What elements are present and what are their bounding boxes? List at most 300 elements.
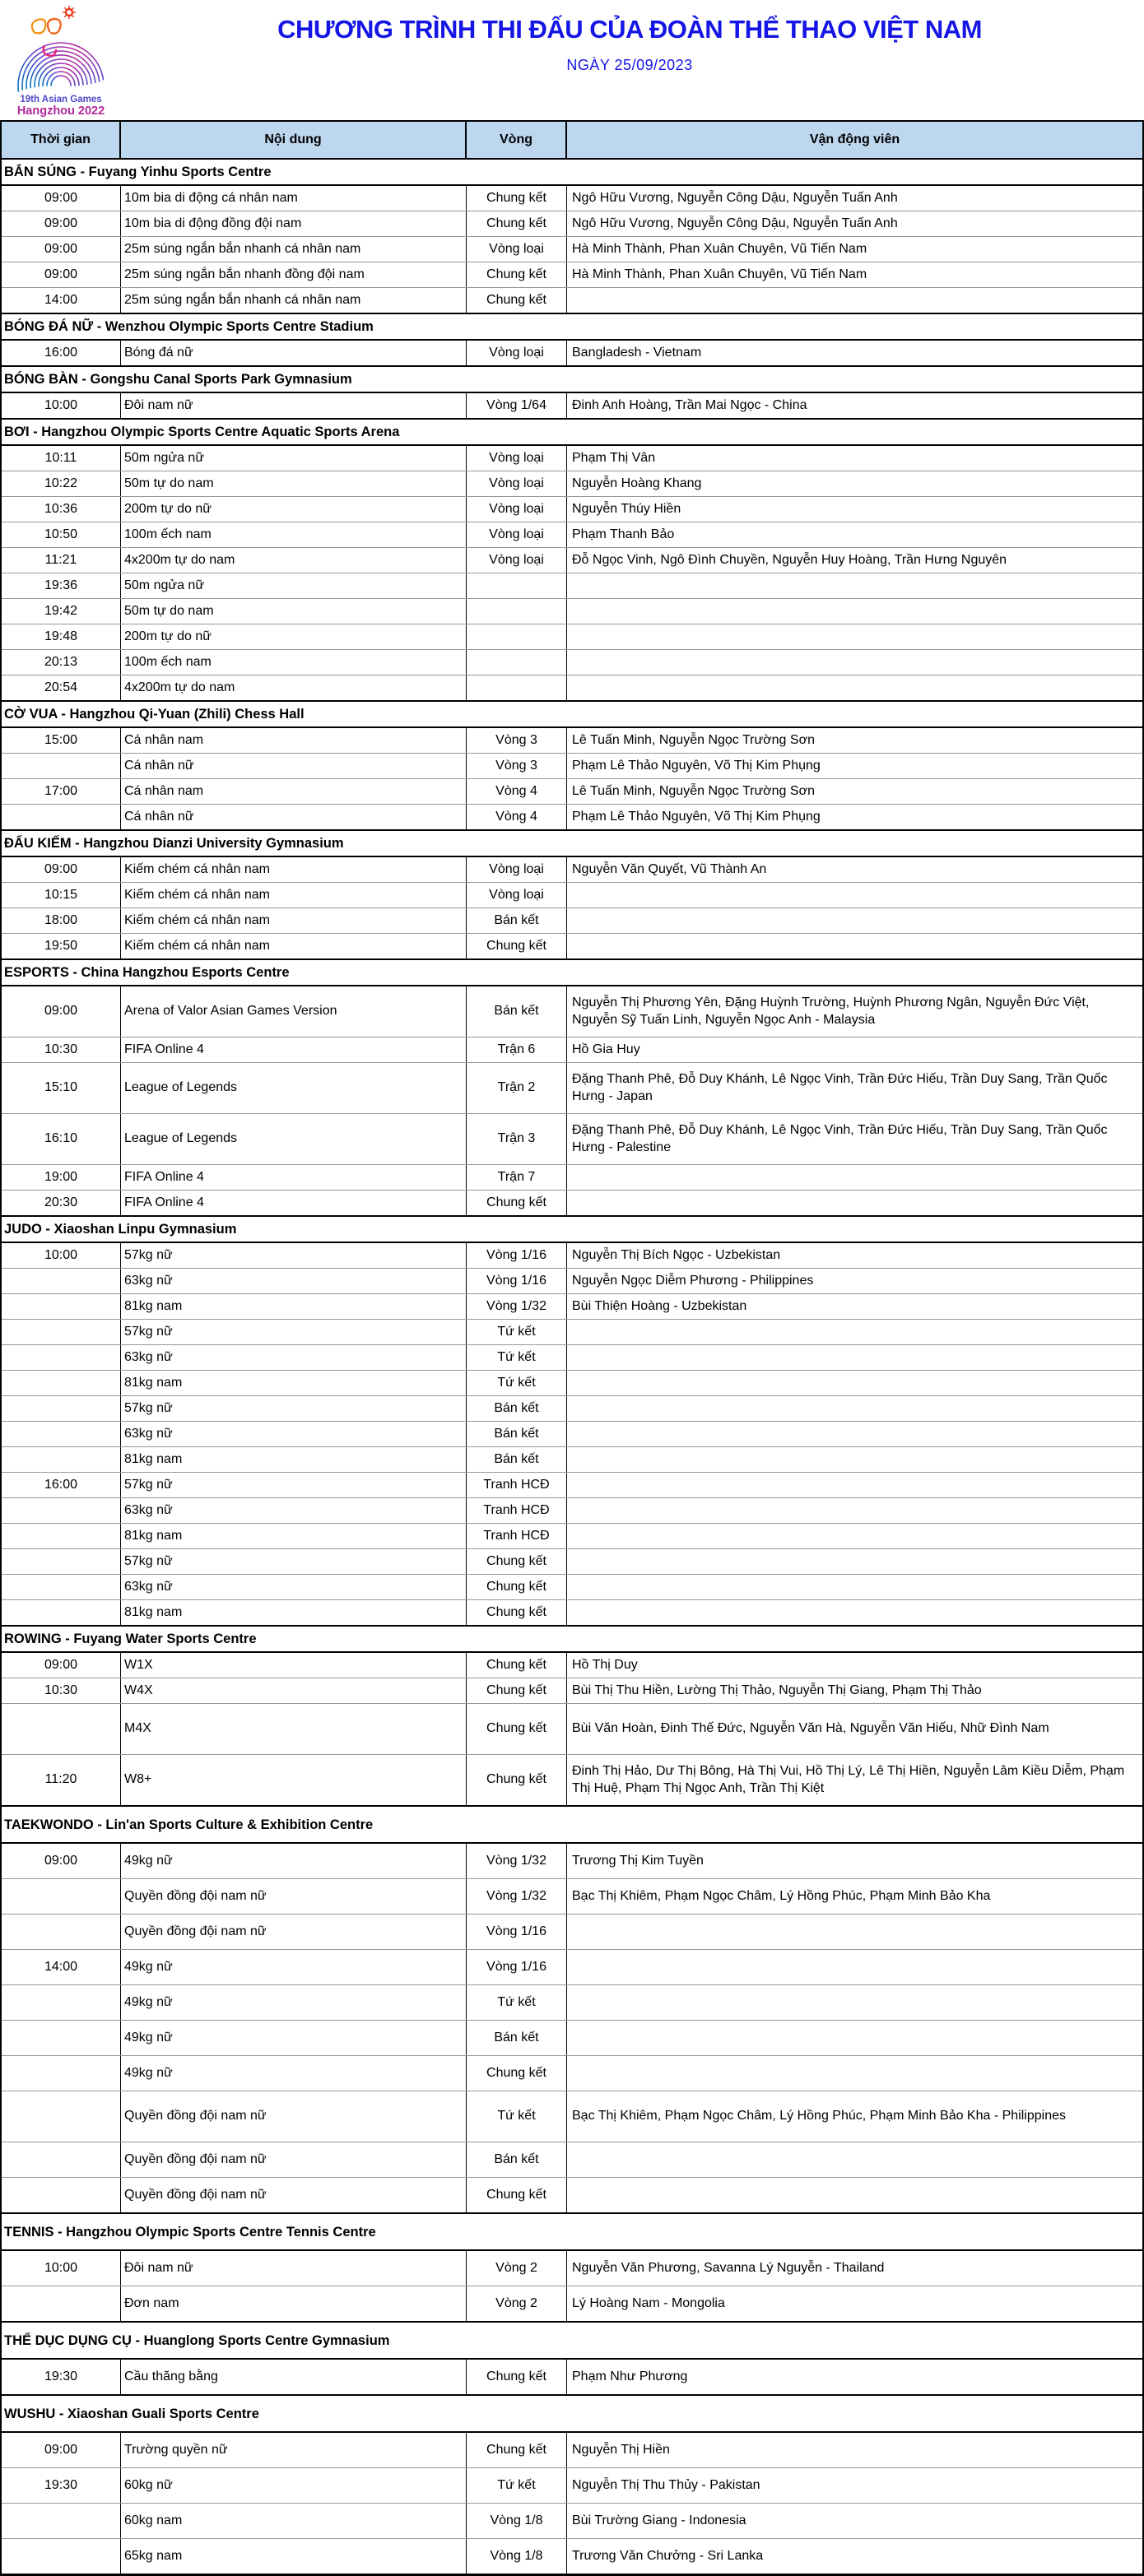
table-body xyxy=(2,160,1142,2574)
table-row xyxy=(2,393,1142,418)
section xyxy=(2,2321,1142,2394)
cell-round: Vòng loại xyxy=(467,548,567,573)
cell-athletes: Hồ Thị Duy xyxy=(572,1657,638,1672)
section-title: ESPORTS - China Hangzhou Esports Centre xyxy=(2,960,1142,986)
table-row xyxy=(2,933,1142,958)
cell-round: Vòng loại xyxy=(467,471,567,496)
logo-text-line2: Hangzhou 2022 xyxy=(16,104,105,118)
cell-time xyxy=(2,1704,121,1754)
cell-round: Chung kết xyxy=(467,262,567,287)
cell-time xyxy=(2,1294,121,1319)
cell-time: 20:13 xyxy=(2,650,121,675)
section-title: CỜ VUA - Hangzhou Qi-Yuan (Zhili) Chess Hall xyxy=(2,702,1142,728)
table-row xyxy=(2,1268,1142,1293)
cell-time xyxy=(2,805,121,829)
cell-round: Vòng 3 xyxy=(467,754,567,778)
cell-time xyxy=(2,1985,121,2020)
cell-event: 57kg nữ xyxy=(121,1549,467,1574)
cell-round: Tứ kết xyxy=(467,2468,567,2503)
cell-athletes xyxy=(567,1915,1142,1949)
cell-event: 63kg nữ xyxy=(121,1269,467,1293)
cell-athletes xyxy=(567,1524,1142,1548)
cell-athletes xyxy=(567,1950,1142,1984)
cell-event: W1X xyxy=(121,1653,467,1678)
cell-athletes xyxy=(567,2142,1142,2177)
cell-time: 19:50 xyxy=(2,934,121,958)
cell-athletes xyxy=(567,1575,1142,1599)
cell-athletes: Nguyễn Thị Bích Ngọc - Uzbekistan xyxy=(572,1247,781,1262)
cell-athletes xyxy=(567,2056,1142,2091)
cell-athletes xyxy=(567,1191,1142,1215)
cell-round: Tranh HCĐ xyxy=(467,1473,567,1497)
cell-event: 50m tự do nam xyxy=(121,599,467,624)
table-row xyxy=(2,1574,1142,1599)
column-header-round: Vòng xyxy=(467,122,567,158)
cell-event: 60kg nam xyxy=(121,2504,467,2538)
cell-event: W4X xyxy=(121,1678,467,1703)
cell-time: 10:00 xyxy=(2,1243,121,1268)
cell-athletes: Bùi Trường Giang - Indonesia xyxy=(572,2513,746,2527)
cell-event: 200m tự do nữ xyxy=(121,624,467,649)
section-title: BẮN SÚNG - Fuyang Yinhu Sports Centre xyxy=(2,160,1142,186)
cell-round: Chung kết xyxy=(467,1755,567,1805)
cell-athletes xyxy=(567,1600,1142,1625)
cell-athletes xyxy=(567,883,1142,907)
cell-round: Trận 2 xyxy=(467,1063,567,1113)
cell-athletes: Đinh Anh Hoàng, Trần Mai Ngọc - China xyxy=(572,397,807,412)
cell-event: 50m ngửa nữ xyxy=(121,446,467,471)
cell-round: Trận 6 xyxy=(467,1037,567,1062)
sun-icon xyxy=(63,6,76,19)
cell-time xyxy=(2,1396,121,1421)
table-row xyxy=(2,598,1142,624)
section-title: THỂ DỤC DỤNG CỤ - Huanglong Sports Centre Gymnasium xyxy=(2,2323,1142,2360)
cell-round: Vòng 2 xyxy=(467,2251,567,2286)
cell-event: FIFA Online 4 xyxy=(121,1191,467,1215)
cell-athletes xyxy=(567,2178,1142,2212)
cell-time: 15:10 xyxy=(2,1063,121,1113)
page-title: CHƯƠNG TRÌNH THI ĐẤU CỦA ĐOÀN THỂ THAO VIỆT NAM xyxy=(277,15,982,44)
cell-round: Bán kết xyxy=(467,2021,567,2055)
section-title: JUDO - Xiaoshan Linpu Gymnasium xyxy=(2,1217,1142,1243)
cell-athletes: Bangladesh - Vietnam xyxy=(572,345,702,360)
table-row xyxy=(2,573,1142,598)
cell-event: Kiếm chém cá nhân nam xyxy=(121,883,467,907)
cell-event: Quyền đồng đội nam nữ xyxy=(121,1915,467,1949)
cell-athletes: Đặng Thanh Phê, Đỗ Duy Khánh, Lê Ngọc Vinh, Trần Đức Hiếu, Trần Duy Sang, Trần Quốc Hưng - Palestine xyxy=(572,1122,1108,1154)
table-row xyxy=(2,262,1142,287)
cell-round: Chung kết xyxy=(467,2178,567,2212)
section xyxy=(2,160,1142,313)
table-row xyxy=(2,1844,1142,1878)
table-row xyxy=(2,522,1142,547)
cell-event: 10m bia di động đồng đội nam xyxy=(121,211,467,236)
cell-round: Vòng 4 xyxy=(467,805,567,829)
cell-event: Cá nhân nữ xyxy=(121,805,467,829)
cell-event: 49kg nữ xyxy=(121,2056,467,2091)
cell-time xyxy=(2,1320,121,1344)
cell-athletes: Ngô Hữu Vương, Nguyễn Công Dậu, Nguyễn Tuấn Anh xyxy=(572,216,898,230)
cell-round: Vòng 2 xyxy=(467,2286,567,2321)
cell-event: 60kg nữ xyxy=(121,2468,467,2503)
table-row xyxy=(2,778,1142,804)
cell-athletes: Lý Hoàng Nam - Mongolia xyxy=(572,2295,725,2310)
section-title: BÓNG BÀN - Gongshu Canal Sports Park Gymnasium xyxy=(2,367,1142,393)
table-row xyxy=(2,986,1142,1037)
cell-event: Arena of Valor Asian Games Version xyxy=(121,986,467,1037)
cell-event: 81kg nam xyxy=(121,1294,467,1319)
cell-athletes: Nguyễn Ngọc Diễm Phương - Philippines xyxy=(572,1273,814,1288)
column-header-time: Thời gian xyxy=(2,122,121,158)
section xyxy=(2,958,1142,1215)
table-row xyxy=(2,1599,1142,1625)
cell-event: 63kg nữ xyxy=(121,1345,467,1370)
table-row xyxy=(2,2286,1142,2321)
cell-round: Trận 7 xyxy=(467,1165,567,1190)
cell-event: 57kg nữ xyxy=(121,1243,467,1268)
cell-round: Chung kết xyxy=(467,1653,567,1678)
cell-athletes: Bùi Thiện Hoàng - Uzbekistan xyxy=(572,1298,747,1313)
cell-event: Kiếm chém cá nhân nam xyxy=(121,908,467,933)
cell-time xyxy=(2,1498,121,1523)
cell-round: Vòng 1/32 xyxy=(467,1879,567,1914)
table-row xyxy=(2,471,1142,496)
cell-athletes: Phạm Lê Thảo Nguyên, Võ Thị Kim Phụng xyxy=(572,809,821,824)
cell-athletes xyxy=(567,908,1142,933)
cell-time: 09:00 xyxy=(2,1844,121,1878)
cell-athletes xyxy=(567,1549,1142,1574)
cell-athletes: Đỗ Ngọc Vinh, Ngô Đình Chuyền, Nguyễn Huy Hoàng, Trần Hưng Nguyên xyxy=(572,552,1007,567)
cell-time: 09:00 xyxy=(2,237,121,262)
cell-round: Bán kết xyxy=(467,2142,567,2177)
table-row xyxy=(2,1446,1142,1472)
table-row xyxy=(2,2433,1142,2467)
cell-round: Vòng 1/8 xyxy=(467,2504,567,2538)
cell-athletes xyxy=(567,1165,1142,1190)
cell-round: Bán kết xyxy=(467,908,567,933)
table-row xyxy=(2,882,1142,907)
cell-time: 19:00 xyxy=(2,1165,121,1190)
section xyxy=(2,365,1142,418)
cell-round: Vòng 1/64 xyxy=(467,393,567,418)
table-row xyxy=(2,1062,1142,1113)
cell-time xyxy=(2,1915,121,1949)
table-row xyxy=(2,2091,1142,2142)
cell-event: 57kg nữ xyxy=(121,1396,467,1421)
page-date: NGÀY 25/09/2023 xyxy=(566,56,693,73)
cell-athletes: Hà Minh Thành, Phan Xuân Chuyên, Vũ Tiến Nam xyxy=(572,267,867,281)
section xyxy=(2,1215,1142,1625)
cell-event: 200m tự do nữ xyxy=(121,497,467,522)
cell-athletes xyxy=(567,2021,1142,2055)
cell-athletes xyxy=(567,1396,1142,1421)
cell-athletes xyxy=(567,1422,1142,1446)
cell-athletes xyxy=(567,1345,1142,1370)
cell-time: 10:36 xyxy=(2,497,121,522)
cell-round: Vòng 1/16 xyxy=(467,1950,567,1984)
table-row xyxy=(2,753,1142,778)
cell-event: 49kg nữ xyxy=(121,1844,467,1878)
table-row xyxy=(2,1653,1142,1678)
cell-athletes: Phạm Thanh Bảo xyxy=(572,527,675,541)
cell-round: Vòng loại xyxy=(467,857,567,882)
cell-round xyxy=(467,675,567,700)
table-row xyxy=(2,1164,1142,1190)
fan-icon xyxy=(12,37,103,91)
cell-athletes: Trương Thị Kim Tuyền xyxy=(572,1853,704,1868)
cell-athletes: Đặng Thanh Phê, Đỗ Duy Khánh, Lê Ngọc Vinh, Trần Đức Hiếu, Trần Duy Sang, Trần Quốc Hưng - Japan xyxy=(572,1071,1108,1103)
cell-round: Bán kết xyxy=(467,986,567,1037)
cell-time: 19:42 xyxy=(2,599,121,624)
cell-time xyxy=(2,2539,121,2574)
logo-text-line1: 19th Asian Games xyxy=(20,95,102,104)
table-row xyxy=(2,1243,1142,1268)
table-row xyxy=(2,1548,1142,1574)
cell-athletes xyxy=(567,650,1142,675)
table-row xyxy=(2,2020,1142,2055)
cell-time: 09:00 xyxy=(2,211,121,236)
cell-round: Vòng 1/8 xyxy=(467,2539,567,2574)
table-row xyxy=(2,907,1142,933)
cell-athletes xyxy=(567,675,1142,700)
cell-round: Tứ kết xyxy=(467,1371,567,1395)
cell-round: Bán kết xyxy=(467,1447,567,1472)
cell-round: Bán kết xyxy=(467,1422,567,1446)
table-row xyxy=(2,446,1142,471)
cell-round: Trận 3 xyxy=(467,1114,567,1164)
cell-round: Vòng loại xyxy=(467,341,567,365)
cell-event: Đơn nam xyxy=(121,2286,467,2321)
table-row xyxy=(2,1914,1142,1949)
cell-event: 50m tự do nam xyxy=(121,471,467,496)
cell-event: Quyền đồng đội nam nữ xyxy=(121,2178,467,2212)
table-row xyxy=(2,1497,1142,1523)
cell-round: Vòng 4 xyxy=(467,779,567,804)
cell-round: Tứ kết xyxy=(467,2091,567,2142)
cell-athletes: Nguyễn Văn Phương, Savanna Lý Nguyễn - Thailand xyxy=(572,2260,885,2275)
cell-athletes: Phạm Lê Thảo Nguyên, Võ Thị Kim Phụng xyxy=(572,758,821,773)
cell-round: Vòng 3 xyxy=(467,728,567,753)
cell-round: Chung kết xyxy=(467,2360,567,2394)
cell-time: 19:30 xyxy=(2,2468,121,2503)
section xyxy=(2,2394,1142,2574)
cell-time xyxy=(2,2021,121,2055)
cell-time xyxy=(2,754,121,778)
section-title: TAEKWONDO - Lin'an Sports Culture & Exhibition Centre xyxy=(2,1807,1142,1844)
cell-time: 19:36 xyxy=(2,573,121,598)
cell-event: 57kg nữ xyxy=(121,1320,467,1344)
cell-round: Vòng 1/32 xyxy=(467,1294,567,1319)
cell-event: 63kg nữ xyxy=(121,1498,467,1523)
cell-time: 09:00 xyxy=(2,2433,121,2467)
table-row xyxy=(2,1949,1142,1984)
cell-event: 49kg nữ xyxy=(121,1950,467,1984)
column-header-athletes: Vận động viên xyxy=(809,132,900,146)
cell-athletes xyxy=(567,1447,1142,1472)
cell-event: Cá nhân nam xyxy=(121,779,467,804)
cell-time: 10:15 xyxy=(2,883,121,907)
cell-event: Kiếm chém cá nhân nam xyxy=(121,857,467,882)
cell-time: 15:00 xyxy=(2,728,121,753)
cell-round: Tứ kết xyxy=(467,1345,567,1370)
cell-time xyxy=(2,2142,121,2177)
table-row xyxy=(2,1678,1142,1703)
cell-round: Chung kết xyxy=(467,2433,567,2467)
cell-time: 19:30 xyxy=(2,2360,121,2394)
cell-time xyxy=(2,1422,121,1446)
table-row xyxy=(2,675,1142,700)
cell-event: 4x200m tự do nam xyxy=(121,675,467,700)
cell-time: 14:00 xyxy=(2,1950,121,1984)
section-title: BÓNG ĐÁ NỮ - Wenzhou Olympic Sports Centre Stadium xyxy=(2,314,1142,341)
cell-round: Vòng loại xyxy=(467,883,567,907)
cell-athletes xyxy=(567,624,1142,649)
table-row xyxy=(2,649,1142,675)
table-header-row xyxy=(2,120,1142,160)
table-row xyxy=(2,287,1142,313)
table-row xyxy=(2,1395,1142,1421)
section-title: BƠI - Hangzhou Olympic Sports Centre Aquatic Sports Arena xyxy=(2,420,1142,446)
section-title: TENNIS - Hangzhou Olympic Sports Centre Tennis Centre xyxy=(2,2214,1142,2251)
cell-round: Vòng 1/16 xyxy=(467,1243,567,1268)
cell-round: Chung kết xyxy=(467,1600,567,1625)
table-row xyxy=(2,186,1142,211)
cell-round: Bán kết xyxy=(467,1396,567,1421)
cell-athletes: Bùi Thị Thu Hiền, Lường Thị Thảo, Nguyễn Thị Giang, Phạm Thị Thảo xyxy=(572,1683,982,1697)
cell-event: 4x200m tự do nam xyxy=(121,548,467,573)
cell-event: 81kg nam xyxy=(121,1371,467,1395)
cell-time xyxy=(2,1371,121,1395)
cell-time: 18:00 xyxy=(2,908,121,933)
cell-event: Cầu thăng bằng xyxy=(121,2360,467,2394)
cell-round: Chung kết xyxy=(467,186,567,211)
cell-event: Quyền đồng đội nam nữ xyxy=(121,2142,467,2177)
cell-round: Chung kết xyxy=(467,1678,567,1703)
cell-event: 25m súng ngắn bắn nhanh cá nhân nam xyxy=(121,288,467,313)
table-row xyxy=(2,1037,1142,1062)
cell-event: 49kg nữ xyxy=(121,2021,467,2055)
schedule-table xyxy=(0,120,1144,2576)
cell-time: 19:48 xyxy=(2,624,121,649)
cell-round xyxy=(467,573,567,598)
cell-athletes: Hà Minh Thành, Phan Xuân Chuyên, Vũ Tiến Nam xyxy=(572,241,867,256)
cell-athletes xyxy=(567,1473,1142,1497)
section xyxy=(2,1625,1142,1805)
cell-event: W8+ xyxy=(121,1755,467,1805)
cell-athletes: Phạm Như Phương xyxy=(572,2369,688,2383)
cell-athletes xyxy=(567,1498,1142,1523)
cell-round: Chung kết xyxy=(467,2056,567,2091)
table-row xyxy=(2,624,1142,649)
cell-time xyxy=(2,1269,121,1293)
table-row xyxy=(2,2142,1142,2177)
table-row xyxy=(2,236,1142,262)
cell-round: Chung kết xyxy=(467,1549,567,1574)
cell-event: 49kg nữ xyxy=(121,1985,467,2020)
table-row xyxy=(2,2538,1142,2574)
cell-athletes: Nguyễn Thị Hiền xyxy=(572,2442,670,2457)
cell-athletes: Bùi Văn Hoàn, Đinh Thế Đức, Nguyễn Văn Hà, Nguyễn Văn Hiếu, Nhữ Đình Nam xyxy=(572,1721,1049,1736)
cell-round: Chung kết xyxy=(467,288,567,313)
cell-athletes: Nguyễn Thị Thu Thủy - Pakistan xyxy=(572,2477,760,2492)
table-row xyxy=(2,2055,1142,2091)
table-row xyxy=(2,1293,1142,1319)
cell-athletes: Trương Văn Chưởng - Sri Lanka xyxy=(572,2548,764,2563)
cell-round: Tranh HCĐ xyxy=(467,1498,567,1523)
cell-athletes: Bạc Thị Khiêm, Phạm Ngọc Châm, Lý Hồng Phúc, Phạm Minh Bảo Kha - Philippines xyxy=(572,2109,1066,2123)
cell-round: Vòng 1/16 xyxy=(467,1269,567,1293)
cell-event: 81kg nam xyxy=(121,1524,467,1548)
table-row xyxy=(2,1190,1142,1215)
cell-athletes: Lê Tuấn Minh, Nguyễn Ngọc Trường Sơn xyxy=(572,732,815,747)
cell-time: 16:00 xyxy=(2,1473,121,1497)
cell-athletes xyxy=(567,1371,1142,1395)
table-row xyxy=(2,1703,1142,1754)
cell-event: Trường quyền nữ xyxy=(121,2433,467,2467)
cell-athletes: Hồ Gia Huy xyxy=(572,1042,640,1056)
cell-time: 09:00 xyxy=(2,262,121,287)
cell-event: 100m ếch nam xyxy=(121,522,467,547)
cell-time: 14:00 xyxy=(2,288,121,313)
cell-event: Cá nhân nam xyxy=(121,728,467,753)
cell-athletes xyxy=(567,1320,1142,1344)
cell-time: 10:22 xyxy=(2,471,121,496)
cell-event: M4X xyxy=(121,1704,467,1754)
cell-event: Cá nhân nữ xyxy=(121,754,467,778)
table-row xyxy=(2,1344,1142,1370)
cell-event: FIFA Online 4 xyxy=(121,1037,467,1062)
cell-event: Bóng đá nữ xyxy=(121,341,467,365)
cell-time: 09:00 xyxy=(2,186,121,211)
cell-event: Đôi nam nữ xyxy=(121,2251,467,2286)
cell-round: Chung kết xyxy=(467,934,567,958)
cell-time xyxy=(2,1447,121,1472)
cell-event: Kiếm chém cá nhân nam xyxy=(121,934,467,958)
table-row xyxy=(2,2467,1142,2503)
cell-round: Vòng loại xyxy=(467,446,567,471)
section-title: ĐẤU KIẾM - Hangzhou Dianzi University Gymnasium xyxy=(2,831,1142,857)
cell-time: 10:00 xyxy=(2,2251,121,2286)
cell-time: 10:50 xyxy=(2,522,121,547)
hangzhou-2022-logo xyxy=(7,2,115,118)
cell-event: 81kg nam xyxy=(121,1447,467,1472)
cell-round: Chung kết xyxy=(467,1191,567,1215)
cell-athletes: Lê Tuấn Minh, Nguyễn Ngọc Trường Sơn xyxy=(572,783,815,798)
cell-athletes: Nguyễn Thúy Hiền xyxy=(572,501,681,516)
cell-round: Chung kết xyxy=(467,1575,567,1599)
cell-event: Quyền đồng đội nam nữ xyxy=(121,2091,467,2142)
cell-athletes: Đinh Thị Hảo, Dư Thị Bông, Hà Thị Vui, Hồ Thị Lý, Lê Thị Hiền, Nguyễn Lâm Kiều Diễm, Phạm Thị Huệ, Phạm Thị Ngọc Anh, Trần Thị Kiệt xyxy=(572,1763,1125,1795)
cell-event: Đôi nam nữ xyxy=(121,393,467,418)
table-row xyxy=(2,2251,1142,2286)
cell-event: 81kg nam xyxy=(121,1600,467,1625)
cell-time: 10:30 xyxy=(2,1037,121,1062)
cell-time xyxy=(2,1345,121,1370)
cell-athletes: Nguyễn Thị Phương Yên, Đặng Huỳnh Trường, Huỳnh Phương Ngân, Nguyễn Đức Việt, Nguyễn Sỹ Tuấn Linh, Nguyễn Ngọc Anh - Malaysia xyxy=(572,995,1090,1027)
section xyxy=(2,700,1142,829)
table-row xyxy=(2,1113,1142,1164)
cell-round: Vòng loại xyxy=(467,522,567,547)
cell-event: 65kg nam xyxy=(121,2539,467,2574)
section xyxy=(2,1805,1142,2212)
cell-athletes: Ngô Hữu Vương, Nguyễn Công Dậu, Nguyễn Tuấn Anh xyxy=(572,190,898,205)
table-row xyxy=(2,728,1142,753)
table-row xyxy=(2,804,1142,829)
cell-time: 09:00 xyxy=(2,857,121,882)
cell-athletes xyxy=(567,1985,1142,2020)
cell-event: 50m ngửa nữ xyxy=(121,573,467,598)
table-row xyxy=(2,1523,1142,1548)
